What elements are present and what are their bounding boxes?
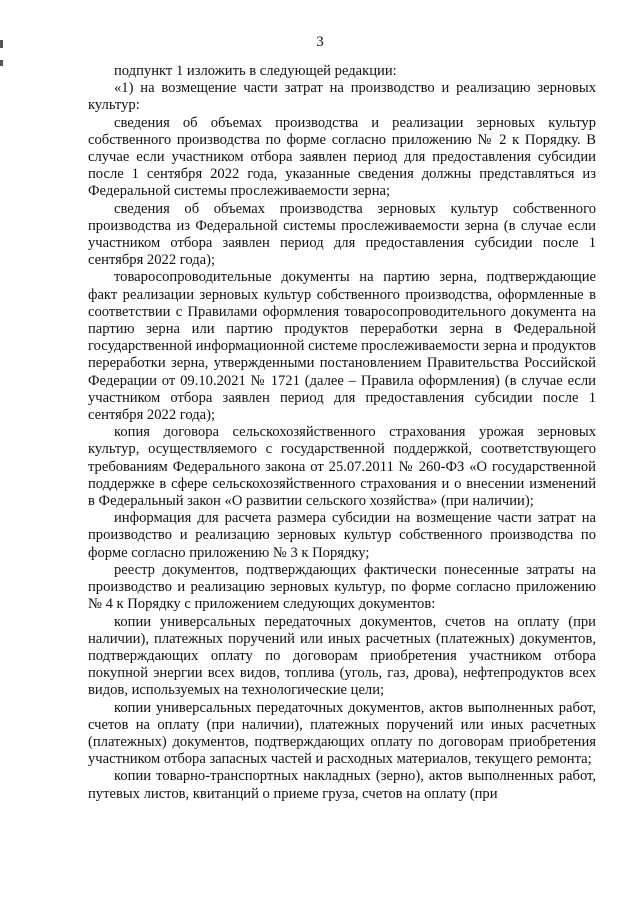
paragraph: реестр документов, подтверждающих фактически понесенные затраты на производство и реализацию зерновых культур, по форме согласно приложению № 4 к Порядку с приложением следующих документов: bbox=[88, 561, 596, 613]
paragraph: копия договора сельскохозяйственного страхования урожая зерновых культур, осуществляемого с государственной поддержкой, соответствующего требованиям Федерального закона от 25.07.2011 № 260-ФЗ «О государственной поддержке в сфере сельскохозяйственного страхования и о внесении изменений в Федеральный закон «О развитии сельского хозяйства» (при наличии); bbox=[88, 424, 596, 510]
paragraph: сведения об объемах производства и реализации зерновых культур собственного производства по форме согласно приложению № 2 к Порядку. В случае если участником отбора заявлен период для предоставления субсидии после 1 сентября 2022 года, указанные сведения должны представляться из Федеральной системы прослеживаемости зерна; bbox=[88, 114, 596, 200]
paragraph: копии товарно-транспортных накладных (зерно), актов выполненных работ, путевых листов, квитанций о приеме груза, счетов на оплату (при bbox=[88, 768, 596, 802]
paragraph: подпункт 1 изложить в следующей редакции: bbox=[114, 63, 397, 79]
scan-edge-mark bbox=[0, 60, 3, 66]
paragraph: «1) на возмещение части затрат на производство и реализацию зерновых культур: bbox=[88, 80, 596, 114]
document-body bbox=[88, 63, 596, 803]
paragraph: копии универсальных передаточных документов, актов выполненных работ, счетов на оплату (при наличии), платежных поручений или иных расчетных (платежных) документов, подтверждающих оплату по договорам приобретения участником отбора запасных частей и расходных материалов, текущего ремонта; bbox=[88, 699, 596, 768]
paragraph: сведения об объемах производства зерновых культур собственного производства из Федеральной системы прослеживаемости зерна (в случае если участником отбора заявлен период для предоставления субсидии после 1 сентября 2022 года); bbox=[88, 200, 596, 269]
paragraph: копии универсальных передаточных документов, счетов на оплату (при наличии), платежных поручений или иных расчетных (платежных) документов, подтверждающих оплату по договорам приобретения участником отбора покупной энергии всех видов, топлива (уголь, газ, дрова), нефтепродуктов всех видов, используемых на технологические цели; bbox=[88, 613, 596, 699]
paragraph: товаросопроводительные документы на партию зерна, подтверждающие факт реализации зерновых культур собственного производства, оформленные в соответствии с Правилами оформления товаросопроводительного документа на партию зерна или партию продуктов переработки зерна в Федеральной государственной информационной системе прослеживаемости зерна и продуктов переработки зерна, утвержденными постановлением Правительства Российской Федерации от 09.10.2021 № 1721 (далее – Правила оформления) (в случае если участником отбора заявлен период для предоставления субсидии после 1 сентября 2022 года); bbox=[88, 269, 596, 424]
page-number: 3 bbox=[316, 34, 324, 50]
paragraph: информация для расчета размера субсидии на возмещение части затрат на производство и реализацию зерновых культур собственного производства по форме согласно приложению № 3 к Порядку; bbox=[88, 510, 596, 561]
